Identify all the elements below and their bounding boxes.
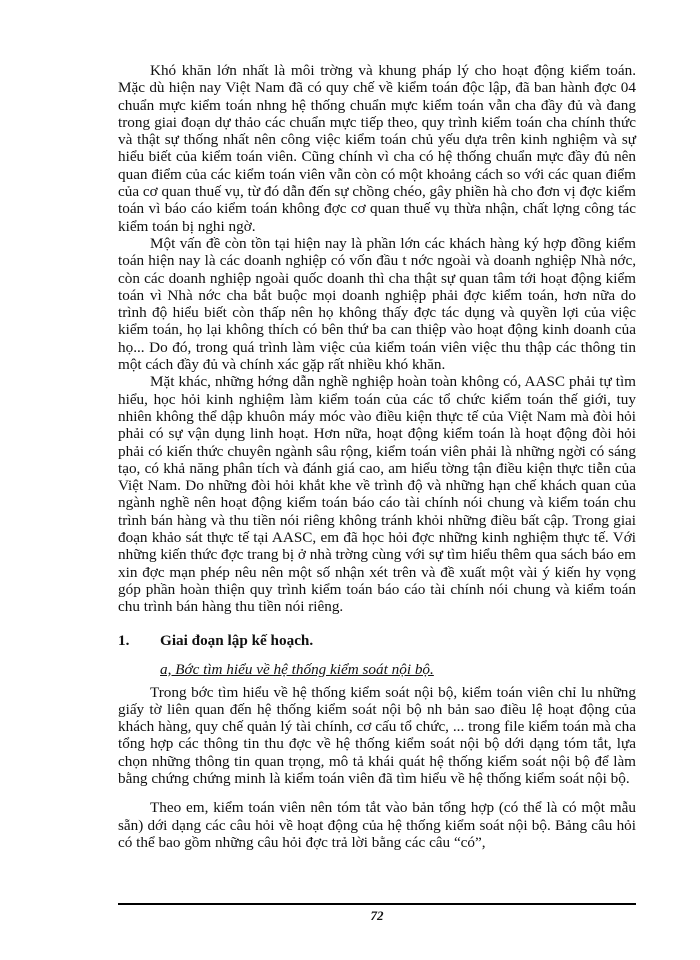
paragraph-3: Mặt khác, những hớng dẫn nghề nghiệp hoàn toàn không có, AASC phải tự tìm hiểu, học hỏi kinh nghiệm làm kiểm toán của các tổ chức kiểm toán thế giới, tuy nhiên không thể dập khuôn máy móc vào điều kiện thực tế của Việt Nam mà đòi hỏi phải có sự vận dụng linh hoạt. Hơn nữa, hoạt động kiểm toán là hoạt động đòi hỏi phải có kiến thức chuyên ngành sâu rộng, kiểm toán viên phải là những ngời có sáng tạo, có khả năng phân tích và đánh giá cao, am hiểu tờng tận điều kiện thực tiễn của Việt Nam. Do những đòi hỏi khắt khe về trình độ và những hạn chế khách quan của ngành nghề nên hoạt động kiểm toán báo cáo tài chính nói chung và kiểm toán chu trình bán hàng và thu tiền nói riêng không tránh khỏi những điều bất cập. Trong giai đoạn khảo sát thực tế tại AASC, em đã học hỏi đợc những kinh nghiệm thực tế. Với những kiến thức đợc trang bị ở nhà trờng cùng với sự tìm hiểu thêm qua sách báo em xin đợc mạn phép nêu nên một số nhận xét trên và đề xuất một vài ý kiến hy vọng góp phần hoàn thiện quy trình kiểm toán báo cáo tài chính nói chung và kiểm toán chu trình bán hàng thu tiền nói riêng.	[118, 373, 636, 616]
document-page	[118, 62, 636, 851]
section-heading	[118, 632, 636, 649]
footer-divider	[118, 903, 636, 905]
section-number: 1.	[118, 631, 130, 649]
paragraph-2: Một vấn đề còn tồn tại hiện nay là phần lớn các khách hàng ký hợp đồng kiểm toán hiện nay là các doanh nghiệp có vốn đầu t nớc ngoài và doanh nghiệp Nhà nớc, còn các doanh nghiệp ngoài quốc doanh thì cha thật sự quan tâm tới hoạt động kiểm toán vì Nhà nớc cha bắt buộc mọi doanh nghiệp phải đợc kiểm toán, hơn nữa do trình độ hiểu biết còn thấp nên họ không thấy đợc tác dụng và quyền lợi của việc kiểm toán, họ lại không thích có bên thứ ba can thiệp vào hoạt động kinh doanh của họ... Do đó, trong quá trình làm việc của kiểm toán viên việc thu thập các thông tin một cách đầy đủ và chính xác gặp rất nhiều khó khăn.	[118, 234, 636, 374]
subsection-heading: a, Bớc tìm hiểu về hệ thống kiểm soát nội bộ.	[160, 660, 434, 678]
paragraph-5: Theo em, kiểm toán viên nên tóm tắt vào bản tổng hợp (có thể là có một mẫu sẵn) dới dạng các câu hỏi về hoạt động của hệ thống kiểm soát nội bộ. Bảng câu hỏi có thể bao gồm những câu hỏi đợc trả lời bằng các câu “có”,	[118, 799, 636, 851]
page-number: 72	[370, 908, 384, 923]
paragraph-1: Khó khăn lớn nhất là môi trờng và khung pháp lý cho hoạt động kiểm toán. Mặc dù hiện nay Việt Nam đã có quy chế về kiểm toán độc lập, đã ban hành đợc 04 chuẩn mực kiểm toán nhng hệ thống chuẩn mực kiểm toán vẫn cha đầy đủ và đang trong giai đoạn dự thảo các chuẩn mực tiếp theo, quy trình kiểm toán cha chính thức và thật sự thống nhất nên công việc kiểm toán chủ yếu dựa trên kinh nghiệm và sự hiểu biết của kiểm toán viên. Cũng chính vì cha có hệ thống chuẩn mực đầy đủ nên quan điểm của các kiểm toán viên vẫn còn có một khoảng cách so với các quan điểm của cơ quan thuế vụ, từ đó dẫn đến sự chồng chéo, gây phiền hà cho đơn vị đợc kiểm toán vì báo cáo kiểm toán không đợc cơ quan thuế vụ thừa nhận, chất lợng công tác kiểm toán bị nghi ngờ.	[118, 62, 636, 235]
paragraph-4: Trong bớc tìm hiểu về hệ thống kiểm soát nội bộ, kiểm toán viên chỉ lu những giấy tờ liên quan đến hệ thống kiểm soát nội bộ nh bản sao điều lệ hoạt động của khách hàng, quy chế quản lý tài chính, cơ cấu tổ chức, ... trong file kiểm toán mà cha tổng hợp các thông tin thu đợc về hệ thống kiểm soát nội bộ dới dạng tóm tắt, lựa chọn những thông tin quan trọng, mô tả khái quát hệ thống kiểm soát nội bộ để làm bằng chứng chứng minh là kiểm toán viên đã tìm hiểu về hệ thống kiểm soát nội bộ.	[118, 683, 636, 787]
section-title: Giai đoạn lập kế hoạch.	[160, 631, 314, 649]
